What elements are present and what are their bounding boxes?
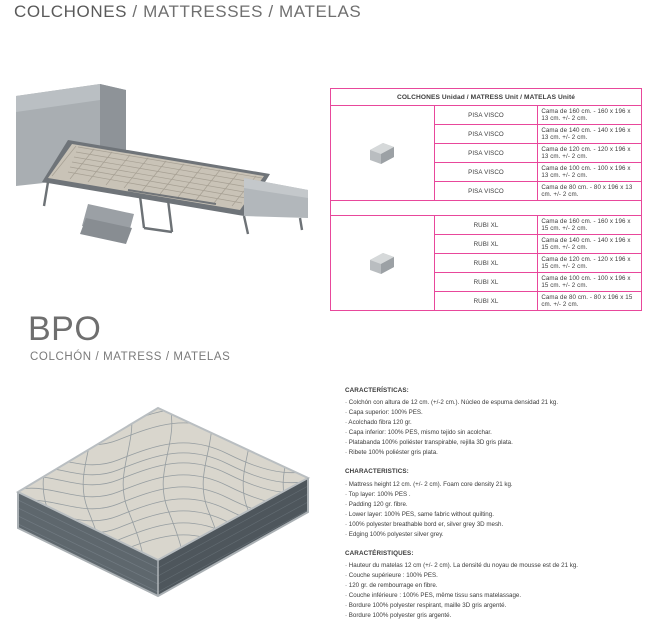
spec-block-en [345, 467, 645, 539]
model-size: Cama de 100 cm. - 100 x 196 x 13 cm. +/- 2 cm. [538, 163, 642, 182]
model-name: RUBI XL [434, 273, 538, 292]
mattress-thumb-rubi-xl [331, 216, 435, 311]
spec-line: · Edging 100% polyester silver grey. [345, 530, 444, 538]
model-name: PISA VISCO [434, 182, 538, 201]
product-name: BPO [28, 310, 102, 348]
page-title-fr: MATELAS [279, 2, 362, 21]
spec-table-header: COLCHONES Unidad / MATRESS Unit / MATELAS Unité [331, 89, 642, 106]
model-size: Cama de 120 cm. - 120 x 196 x 15 cm. +/- 2 cm. [538, 254, 642, 273]
spec-line: · Top layer: 100% PES . [345, 490, 411, 498]
model-name: PISA VISCO [434, 144, 538, 163]
mattress-thumbnail-icon [367, 240, 397, 286]
model-size: Cama de 80 cm. - 80 x 196 x 13 cm. +/- 2 cm. [538, 182, 642, 201]
page-title-sep1: / [127, 2, 144, 21]
model-name: RUBI XL [434, 235, 538, 254]
model-name: RUBI XL [434, 254, 538, 273]
spec-line: · 100% polyester breathable bord er, silver grey 3D mesh. [345, 520, 504, 528]
spec-heading-es: CARACTERÍSTICAS: [345, 387, 409, 394]
model-name: PISA VISCO [434, 163, 538, 182]
sofa-bed-photo [8, 78, 318, 248]
specifications-text [345, 386, 645, 630]
spec-list-fr [345, 561, 645, 621]
sofa-bed-illustration [8, 78, 318, 248]
spec-table-header-row [331, 89, 642, 106]
spec-line: · Lower layer: 100% PES, same fabric without quilting. [345, 510, 494, 518]
model-size: Cama de 160 cm. - 160 x 196 x 15 cm. +/- 2 cm. [538, 216, 642, 235]
spec-line: · Couche inférieure : 100% PES, même tissu sans matelassage. [345, 592, 522, 600]
mattress-thumb-pisa-visco [331, 106, 435, 201]
page-title-es: COLCHONES [14, 2, 128, 21]
spec-block-es [345, 386, 645, 458]
model-name: PISA VISCO [434, 106, 538, 125]
mattress-spec-table [330, 88, 642, 311]
spec-line: · Ribete 100% poliéster gris plata. [345, 449, 438, 457]
spec-line: · 120 gr. de rembourrage en fibre. [345, 582, 438, 590]
model-name: PISA VISCO [434, 125, 538, 144]
table-group-separator [331, 201, 642, 216]
spec-line: · Bordure 100% polyester respirant, maille 3D gris argenté. [345, 602, 507, 610]
model-size: Cama de 100 cm. - 100 x 196 x 15 cm. +/- 2 cm. [538, 273, 642, 292]
spec-line: · Platabanda 100% poliéster transpirable, rejilla 3D gris plata. [345, 439, 513, 447]
spec-line: · Capa superior: 100% PES. [345, 409, 423, 417]
spec-line: · Acolchado fibra 120 gr. [345, 419, 412, 427]
model-name: RUBI XL [434, 292, 538, 311]
model-size: Cama de 120 cm. - 120 x 196 x 13 cm. +/- 2 cm. [538, 144, 642, 163]
mattress-spec-table-container [330, 88, 642, 311]
spec-heading-en: CHARACTERISTICS: [345, 468, 409, 476]
page-title-en: MATTRESSES [143, 2, 264, 21]
spec-list-es [345, 398, 645, 458]
spec-line: · Capa inferior: 100% PES, mismo tejido sin acolchar. [345, 429, 492, 437]
product-subtitle: COLCHÓN / MATRESS / MATELAS [30, 351, 231, 363]
model-name: RUBI XL [434, 216, 538, 235]
spec-heading-fr: CARACTÉRISTIQUES: [345, 549, 414, 557]
spec-line: · Padding 120 gr. fibre. [345, 500, 408, 508]
spec-block-fr [345, 549, 645, 621]
mattress-illustration [8, 400, 328, 625]
spec-line: · Colchón con altura de 12 cm. (+/-2 cm.). Núcleo de espuma densidad 21 kg. [345, 399, 559, 407]
table-row [331, 106, 642, 125]
spec-table-body [331, 89, 642, 311]
spec-line: · Hauteur du matelas 12 cm (+/- 2 cm). La densité du noyau de mousse est de 21 kg. [345, 562, 579, 570]
spec-line: · Couche supérieure : 100% PES. [345, 572, 438, 580]
spec-list-en [345, 480, 645, 540]
table-row [331, 216, 642, 235]
model-size: Cama de 140 cm. - 140 x 196 x 15 cm. +/- 2 cm. [538, 235, 642, 254]
model-size: Cama de 160 cm. - 160 x 196 x 13 cm. +/- 2 cm. [538, 106, 642, 125]
model-size: Cama de 140 cm. - 140 x 196 x 13 cm. +/- 2 cm. [538, 125, 642, 144]
spec-line: · Mattress height 12 cm. (+/- 2 cm). Foam core density 21 kg. [345, 480, 513, 488]
mattress-thumbnail-icon [367, 130, 397, 176]
mattress-photo [8, 400, 328, 625]
model-size: Cama de 80 cm. - 80 x 196 x 15 cm. +/- 2 cm. [538, 292, 642, 311]
spec-line: · Bordure 100% polyester gris argenté. [345, 612, 452, 620]
page-title [14, 2, 361, 22]
page-title-sep2: / [263, 2, 280, 21]
